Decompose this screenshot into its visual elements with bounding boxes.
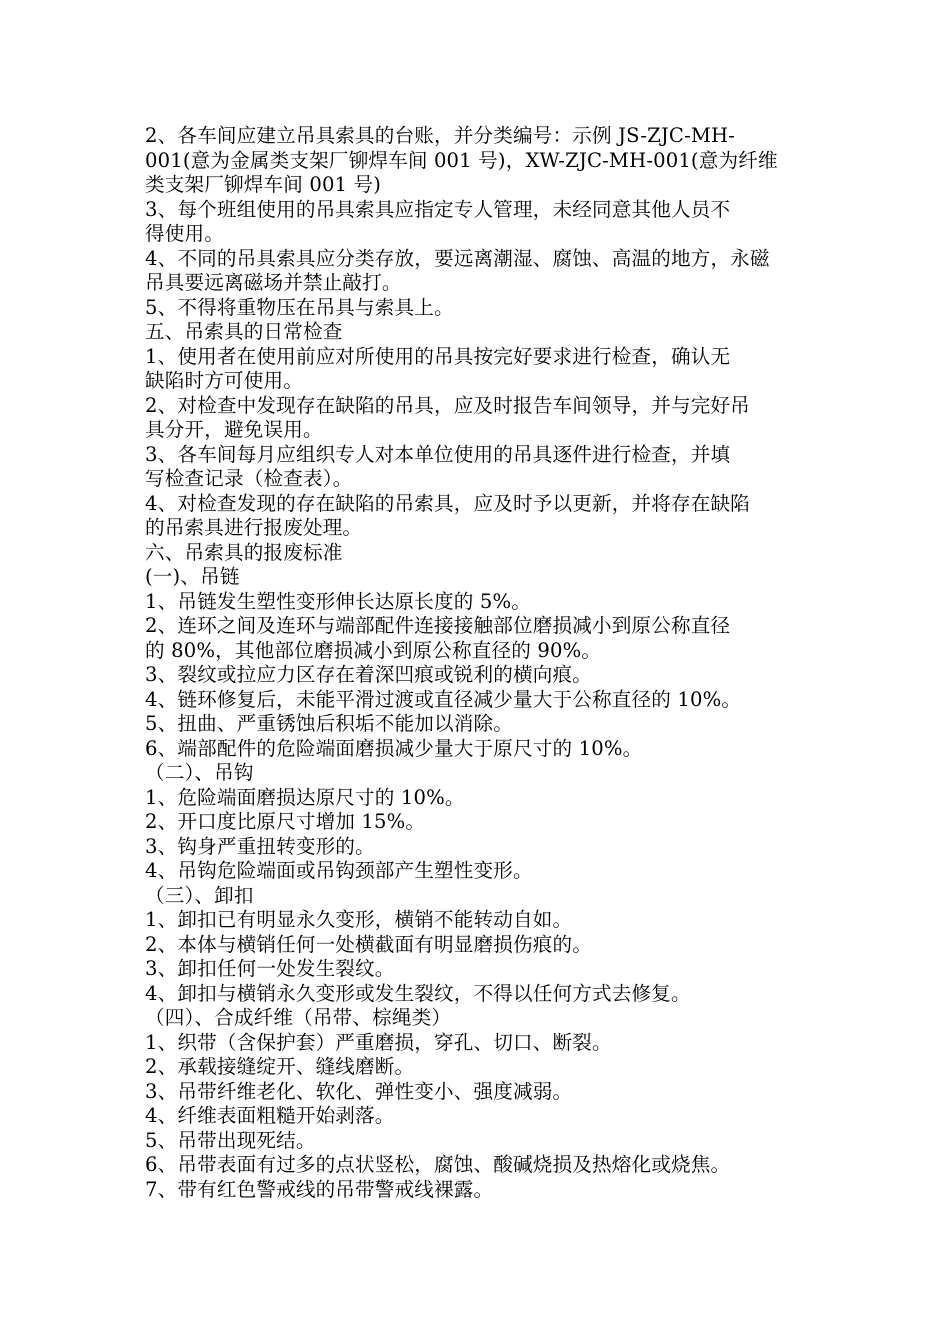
text-line: （四）、合成纤维（吊带、棕绳类） [145,1006,452,1029]
p-fiber-3 [145,1080,815,1105]
p-manager [145,198,815,247]
p-hook-3 [145,835,815,860]
text-line: 4、链环修复后，未能平滑过渡或直径减少量大于公称直径的 10%。 [145,687,742,711]
p-fiber-5 [145,1129,815,1154]
text-line: 的吊索具进行报废处理。 [145,516,363,539]
text-line: 五、吊索具的日常检查 [145,320,343,343]
text-line: 3、各车间每月应组织专人对本单位使用的吊具逐件进行检查，并填 [145,442,731,466]
text-line: （二）、吊钩 [145,761,254,784]
text-line: 1、吊链发生塑性变形伸长达原长度的 5%。 [145,589,532,613]
document-body [145,124,815,1202]
text-line: 2、开口度比原尺寸增加 15%。 [145,810,426,833]
text-line: 1、织带（含保护套）严重磨损，穿孔、切口、断裂。 [145,1030,612,1054]
text-line: 5、吊带出现死结。 [145,1128,316,1152]
text-line: 3、吊带纤维老化、软化、弹性变小、强度减弱。 [145,1079,573,1103]
text-line: 4、纤维表面粗糙开始剥落。 [145,1104,395,1127]
p-storage [145,247,815,296]
text-line: 类支架厂铆焊车间 001 号) [145,173,382,196]
p-chain-6 [145,737,815,762]
text-line: 2、对检查中发现存在缺陷的吊具，应及时报告车间领导，并与完好吊 [145,393,750,417]
text-line: 7、带有红色警戒线的吊带警戒线裸露。 [145,1177,494,1201]
text-line: 吊具要远离磁场并禁止敲打。 [145,271,402,294]
text-line: 6、吊带表面有过多的点状竖松，腐蚀、酸碱烧损及热熔化或烧焦。 [145,1153,731,1176]
p-account [145,124,815,198]
text-line: 3、每个班组使用的吊具索具应指定专人管理，未经同意其他人员不 [145,197,731,221]
p-chain-1 [145,590,815,615]
text-line: 2、承载接缝绽开、缝线磨断。 [145,1055,415,1078]
text-line: 4、卸扣与横销永久变形或发生裂纹，不得以任何方式去修复。 [145,981,691,1005]
text-line: 4、不同的吊具索具应分类存放，要远离潮湿、腐蚀、高温的地方，永磁 [145,246,770,270]
text-line: 2、本体与横销任何一处横截面有明显磨损伤痕的。 [145,932,592,956]
text-line: 1、使用者在使用前应对所使用的吊具按完好要求进行检查，确认无 [145,344,731,368]
p-shackle-1 [145,908,815,933]
text-line: （三）、卸扣 [145,883,254,907]
text-line: 得使用。 [145,222,224,245]
p-fiber-7 [145,1178,815,1203]
text-line: 3、卸扣任何一处发生裂纹。 [145,957,395,980]
text-line: 1、卸扣已有明显永久变形，横销不能转动自如。 [145,908,573,931]
p-hook-2 [145,810,815,835]
text-line: 具分开，避免误用。 [145,418,323,441]
text-line: 5、扭曲、严重锈蚀后积垢不能加以消除。 [145,712,514,735]
p-check-4 [145,492,815,541]
text-line: 3、裂纹或拉应力区存在着深凹痕或锐利的横向痕。 [145,663,592,686]
text-line: 5、不得将重物压在吊具与索具上。 [145,295,454,319]
text-line: 写检查记录（检查表）。 [145,467,353,490]
text-line: 2、各车间应建立吊具索具的台账，并分类编号：示例 JS-ZJC-MH- [145,124,736,147]
text-line: 4、吊钩危险端面或吊钩颈部产生塑性变形。 [145,859,533,882]
p-hook-1 [145,786,815,811]
h-fiber [145,1006,815,1031]
p-chain-2 [145,614,815,663]
text-line: 的 80%，其他部位磨损减小到原公称直径的 90%。 [145,638,602,662]
p-check-3 [145,443,815,492]
text-line: 六、吊索具的报废标准 [145,540,343,564]
p-shackle-3 [145,957,815,982]
text-line: 4、对检查发现的存在缺陷的吊索具，应及时予以更新，并将存在缺陷 [145,491,750,515]
p-no-weight [145,296,815,321]
text-line: 3、钩身严重扭转变形的。 [145,834,375,858]
p-hook-4 [145,859,815,884]
text-line: 缺陷时方可使用。 [145,369,303,392]
text-line: (一)、吊链 [145,565,240,588]
p-fiber-4 [145,1104,815,1129]
h-daily-check [145,320,815,345]
p-chain-5 [145,712,815,737]
h-shackle [145,884,815,909]
text-line: 001(意为金属类支架厂铆焊车间 001 号)，XW-ZJC-MH-001(意为纤维 [145,148,778,172]
p-fiber-2 [145,1055,815,1080]
text-line: 2、连环之间及连环与端部配件连接接触部位磨损减小到原公称直径 [145,614,731,637]
p-fiber-1 [145,1031,815,1056]
h-hook [145,761,815,786]
p-chain-3 [145,663,815,688]
h-chain [145,565,815,590]
h-scrap [145,541,815,566]
p-chain-4 [145,688,815,713]
p-check-1 [145,345,815,394]
text-line: 6、端部配件的危险端面磨损减少量大于原尺寸的 10%。 [145,736,643,760]
text-line: 1、危险端面磨损达原尺寸的 10%。 [145,785,465,809]
p-shackle-2 [145,933,815,958]
p-shackle-4 [145,982,815,1007]
p-check-2 [145,394,815,443]
p-fiber-6 [145,1153,815,1178]
